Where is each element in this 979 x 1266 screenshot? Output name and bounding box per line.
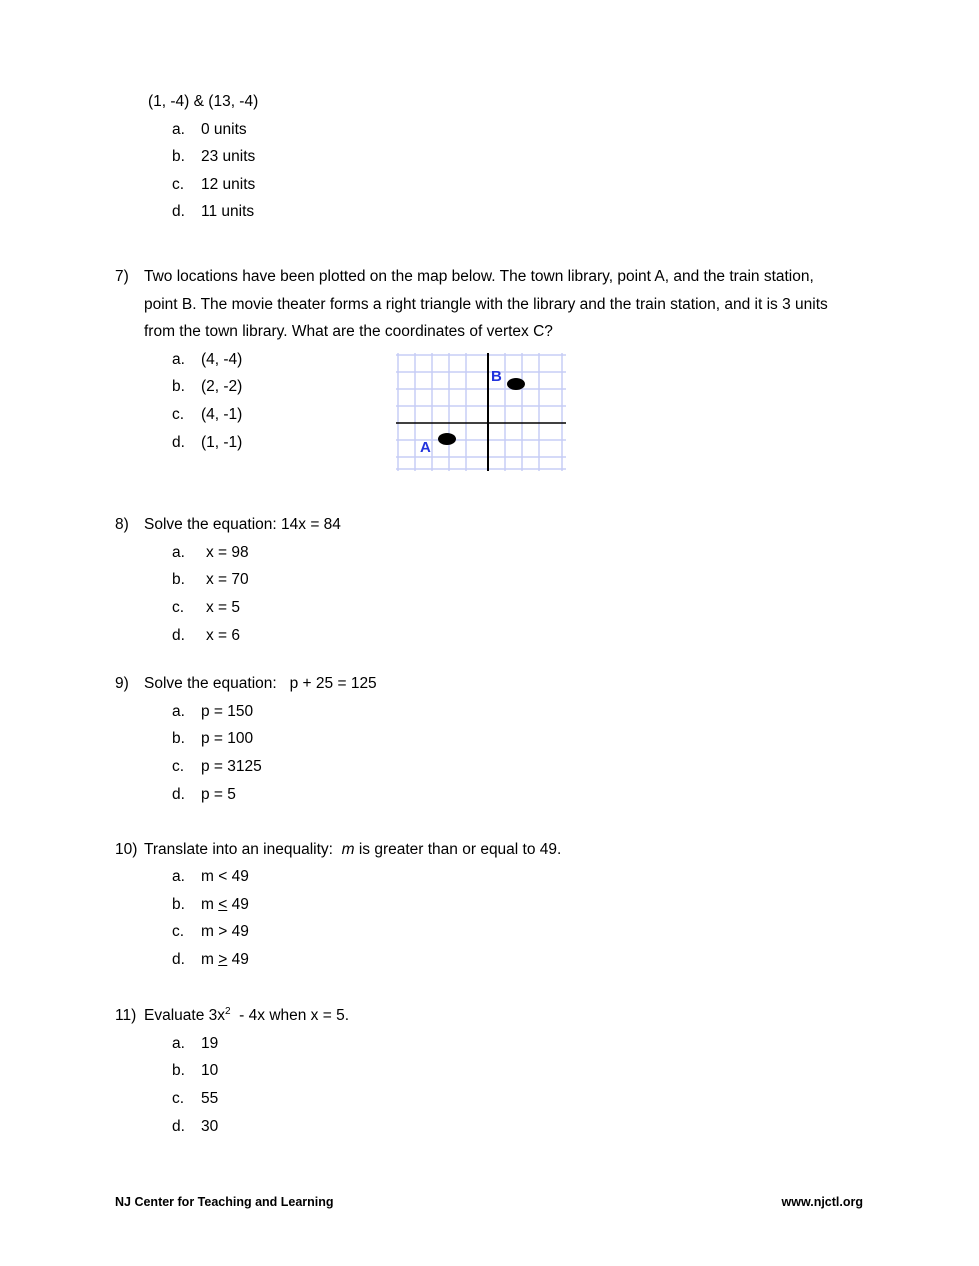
q10-option-b-post: 49 [227,896,249,913]
q11-number: 11) [115,1007,137,1024]
q10-option-d-post: 49 [227,951,249,968]
q8-option-b-letter: b. [172,571,185,588]
q6-prompt: (1, -4) & (13, -4) [148,93,259,110]
q6-option-d: 11 units [201,203,255,220]
q7-option-b-letter: b. [172,378,185,395]
q6-option-a: 0 units [201,121,247,138]
q7-map-figure [396,353,566,471]
q10-option-b-pre: m [201,896,219,913]
q7-number: 7) [115,268,129,285]
q7-text-line-2: point B. The movie theater forms a right triangle with the library and the train station, and it is 3 units [144,296,828,313]
q6-option-a-letter: a. [172,121,185,138]
q10-prompt-suffix: is greater than or equal to 49. [354,841,562,858]
q8-option-b: x = 70 [206,571,249,588]
footer-website: www.njctl.org [781,1195,863,1209]
q7-option-a: (4, -4) [201,351,243,368]
q10-option-c-letter: c. [172,923,185,940]
q7-map-label-a: A [420,439,431,456]
q11-option-d-letter: d. [172,1118,185,1135]
q9-option-d: p = 5 [201,786,236,803]
q11-option-a-letter: a. [172,1035,185,1052]
q10-number: 10) [115,841,138,858]
q6-option-b: 23 units [201,148,256,165]
q7-text-line-3: from the town library. What are the coordinates of vertex C? [144,323,553,340]
q11-option-b-letter: b. [172,1062,185,1079]
q11-option-c-letter: c. [172,1090,185,1107]
q9-prompt: Solve the equation: p + 25 = 125 [144,675,377,692]
q8-option-c: x = 5 [206,599,241,616]
q7-map-point-a [438,433,456,445]
q11-prompt [144,1006,349,1026]
q9-option-d-letter: d. [172,786,185,803]
q8-prompt: Solve the equation: 14x = 84 [144,516,341,533]
q10-option-a-letter: a. [172,868,185,885]
q9-option-a: p = 150 [201,703,254,720]
q10-option-c: m > 49 [201,923,249,940]
q8-number: 8) [115,516,129,533]
q6-option-b-letter: b. [172,148,185,165]
q7-map-label-b: B [491,368,502,385]
q10-option-b [201,895,249,915]
q9-option-c-letter: c. [172,758,185,775]
q9-option-b-letter: b. [172,730,185,747]
q6-option-d-letter: d. [172,203,185,220]
q10-option-d-pre: m [201,951,219,968]
q11-option-c: 55 [201,1090,219,1107]
q11-option-a: 19 [201,1035,219,1052]
q11-prompt-pre: Evaluate 3x [144,1007,225,1024]
q8-option-a-letter: a. [172,544,185,561]
q10-prompt-variable: m [341,841,355,858]
q11-prompt-exponent: 2 [225,1005,231,1017]
q11-option-b: 10 [201,1062,219,1079]
q9-option-a-letter: a. [172,703,185,720]
q6-option-c: 12 units [201,176,256,193]
q10-option-a: m < 49 [201,868,249,885]
q7-option-a-letter: a. [172,351,185,368]
q8-option-c-letter: c. [172,599,185,616]
q10-prompt [144,840,561,860]
q11-prompt-post: - 4x when x = 5. [230,1007,350,1024]
q9-option-b: p = 100 [201,730,254,747]
q7-option-c: (4, -1) [201,406,243,423]
q7-option-b: (2, -2) [201,378,243,395]
q9-number: 9) [115,675,129,692]
q7-option-c-letter: c. [172,406,185,423]
q10-option-d-letter: d. [172,951,185,968]
q10-prompt-prefix: Translate into an inequality: [144,841,342,858]
q8-option-d: x = 6 [206,627,241,644]
footer-organization: NJ Center for Teaching and Learning [115,1195,334,1209]
q10-option-b-symbol: < [218,896,228,913]
q7-text-line-1: Two locations have been plotted on the map below. The town library, point A, and the train station, [144,268,814,285]
q7-option-d-letter: d. [172,434,185,451]
q7-option-d: (1, -1) [201,434,243,451]
q10-option-d [201,950,249,970]
q8-option-a: x = 98 [206,544,249,561]
q11-option-d: 30 [201,1118,219,1135]
q6-option-c-letter: c. [172,176,185,193]
q10-option-d-symbol: > [218,951,228,968]
q9-option-c: p = 3125 [201,758,262,775]
q8-option-d-letter: d. [172,627,185,644]
q7-map-point-b [507,378,525,390]
q10-option-b-letter: b. [172,896,185,913]
